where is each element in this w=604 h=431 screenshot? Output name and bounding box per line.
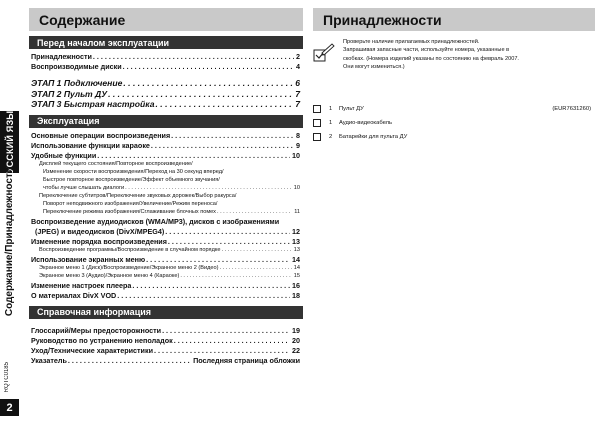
toc-entry-page: 14 xyxy=(293,264,300,271)
toc-entry-page: 4 xyxy=(296,62,300,71)
toc-entry xyxy=(31,227,300,237)
toc-entry-page: 15 xyxy=(293,272,300,279)
toc-subentry-text: Воспроизведение программы/Воспроизведение в случайном порядке xyxy=(39,246,221,253)
accessory-quantity: 1 xyxy=(329,120,333,126)
notice-text xyxy=(343,38,593,72)
document-code xyxy=(4,362,10,392)
toc-entry-title: ЭТАП 2 Пульт ДУ xyxy=(31,88,108,99)
toc-subentry-text: Дисплей текущего состояния/Повторное воспроизведение/ xyxy=(39,160,193,167)
toc-operation xyxy=(29,131,303,301)
toc-entry xyxy=(31,326,300,336)
toc-entry-page: 22 xyxy=(292,345,300,355)
toc-entry-title: Удобные функции xyxy=(31,150,97,160)
toc-entry-title: Уход/Технические характеристики xyxy=(31,345,153,355)
page-number: 2 xyxy=(0,399,19,416)
toc-entry-title: ЭТАП 3 Быстрая настройка xyxy=(31,99,155,109)
toc-subentry xyxy=(31,247,300,255)
toc-entry-page: 19 xyxy=(292,325,300,335)
toc-entry xyxy=(31,281,300,291)
accessories-list xyxy=(313,102,595,144)
toc-entry-page: 18 xyxy=(292,290,300,300)
section-side-text: Содержание/Принадлежности xyxy=(4,167,15,317)
toc-entry xyxy=(31,52,300,62)
toc-subentry xyxy=(31,273,300,281)
accessory-checkbox xyxy=(313,133,321,141)
accessory-name: Батарейки для пульта ДУ xyxy=(339,134,408,140)
accessory-part-number: (EUR7631260) xyxy=(552,106,591,112)
notice-line: скобках. (Номера изделий указаны по состоянию на февраль 2007. xyxy=(343,55,519,62)
toc-entry xyxy=(31,62,300,72)
toc-subentry xyxy=(31,193,300,201)
toc-subentry xyxy=(31,177,300,185)
pencil-check-icon xyxy=(313,42,335,64)
toc-before-use xyxy=(29,52,303,110)
toc-entry-page: 16 xyxy=(292,280,300,290)
toc-entry-page: 2 xyxy=(296,52,300,61)
toc-entry-title: Воспроизводимые диски xyxy=(31,62,122,71)
toc-step-entry xyxy=(31,89,300,100)
toc-subentry-text: чтобы лучше слышать диалоги xyxy=(43,184,125,191)
toc-entry-title: Воспроизведение аудиодисков (WMA/MP3), дисков с изображениями xyxy=(31,216,280,226)
toc-entry-title: Глоссарий/Меры предосторожности xyxy=(31,325,162,335)
toc-step-entry xyxy=(31,99,300,110)
toc-entry xyxy=(31,291,300,301)
toc-subentry xyxy=(31,161,300,169)
accessory-item xyxy=(313,116,595,130)
section-heading-operation: Эксплуатация xyxy=(29,115,303,128)
toc-entry-title: Основные операции воспроизведения xyxy=(31,130,171,140)
accessory-item xyxy=(313,102,595,116)
toc-subentry xyxy=(31,169,300,177)
toc-entry-title: Использование экранных меню xyxy=(31,254,146,264)
toc-subentry-text: Переключение субтитров/Переключение звуковых дорожек/Выбор ракурса/ xyxy=(39,192,237,199)
toc-entry-page: 20 xyxy=(292,335,300,345)
toc-entry-title: Изменение порядка воспроизведения xyxy=(31,236,167,246)
toc-entry xyxy=(31,346,300,356)
notice-line: Они могут измениться.) xyxy=(343,64,405,71)
toc-entry-page: 9 xyxy=(296,140,300,150)
toc-entry-page: 13 xyxy=(292,236,300,246)
accessories-title: Принадлежности xyxy=(313,8,595,31)
document-code-text: RQTC0185 xyxy=(4,361,10,393)
toc-entry-title: ЭТАП 1 Подключение xyxy=(31,78,123,88)
toc-entry-title: Принадлежности xyxy=(31,52,92,61)
toc-step-entry xyxy=(31,78,300,89)
toc-entry-page: 8 xyxy=(296,130,300,140)
toc-subentry xyxy=(31,185,300,193)
toc-entry-page: 7 xyxy=(295,99,300,109)
language-tab xyxy=(0,104,19,180)
toc-entry xyxy=(31,217,300,227)
notice-line: Запрашивая запасные части, используйте номера, указанные в xyxy=(343,47,510,54)
toc-subentry xyxy=(31,209,300,217)
contents-column xyxy=(29,8,303,366)
toc-entry-page: 13 xyxy=(293,246,300,253)
toc-entry-title: О материалах DivX VOD xyxy=(31,290,117,300)
accessory-name: Пульт ДУ xyxy=(339,106,364,112)
toc-entry xyxy=(31,141,300,151)
toc-subentry-text: Экранное меню 3 (Аудио)/Экранное меню 4 (Караоке) xyxy=(39,272,180,279)
toc-entry xyxy=(31,255,300,265)
toc-subentry-text: Изменение скорости воспроизведения/Переход на 30 секунд вперед/ xyxy=(43,168,224,175)
toc-entry-title: Указатель xyxy=(31,355,67,365)
toc-entry-title: Изменение настроек плеера xyxy=(31,280,132,290)
toc-subentry xyxy=(31,201,300,209)
section-side-label xyxy=(1,167,18,317)
toc-entry-page: 11 xyxy=(294,208,300,215)
section-heading-reference: Справочная информация xyxy=(29,306,303,319)
toc-entry xyxy=(31,336,300,346)
accessory-quantity: 2 xyxy=(329,134,333,140)
toc-reference xyxy=(29,322,303,366)
accessory-name: Аудио-видеокабель xyxy=(339,120,393,126)
toc-entry-page: 10 xyxy=(293,184,300,191)
toc-entry-title: Руководство по устранению неполадок xyxy=(31,335,173,345)
toc-subentry xyxy=(31,265,300,273)
accessories-column xyxy=(313,8,595,144)
toc-entry-title: Использование функции караоке xyxy=(31,140,150,150)
toc-entry xyxy=(31,237,300,247)
language-label: РУССКИЙ ЯЗЫК xyxy=(4,104,15,180)
toc-entry-page: 6 xyxy=(295,78,300,88)
toc-entry-page: Последняя страница обложки xyxy=(193,355,300,365)
toc-subentry-text: Экранное меню 1 (Диск)/Воспроизведение/Экранное меню 2 (Видео) xyxy=(39,264,219,271)
accessories-notice xyxy=(313,38,595,78)
toc-subentry-text: Поворот неподвижного изображения/Увеличение/Режим переноса/ xyxy=(43,200,218,207)
toc-entry-page: 10 xyxy=(292,150,300,160)
toc-entry xyxy=(31,356,300,366)
accessory-checkbox xyxy=(313,105,321,113)
accessory-checkbox xyxy=(313,119,321,127)
toc-entry-page: 12 xyxy=(292,226,300,236)
section-heading-before-use: Перед началом эксплуатации xyxy=(29,36,303,49)
toc-subentry-text: Быстрое повторное воспроизведение/Эффект объемного звучания/ xyxy=(43,176,220,183)
accessory-item xyxy=(313,130,595,144)
toc-subentry-text: Переключение режима изображения/Сглаживание блочных помех xyxy=(43,208,216,215)
contents-title: Содержание xyxy=(29,8,303,31)
toc-entry-page: 14 xyxy=(292,254,300,264)
toc-entry xyxy=(31,151,300,161)
toc-entry-title: (JPEG) и видеодисков (DivX/MPEG4) xyxy=(35,226,165,236)
accessory-quantity: 1 xyxy=(329,106,333,112)
toc-entry xyxy=(31,131,300,141)
toc-entry-page: 7 xyxy=(295,88,300,99)
notice-line: Проверьте наличие прилагаемых принадлежностей. xyxy=(343,39,480,45)
